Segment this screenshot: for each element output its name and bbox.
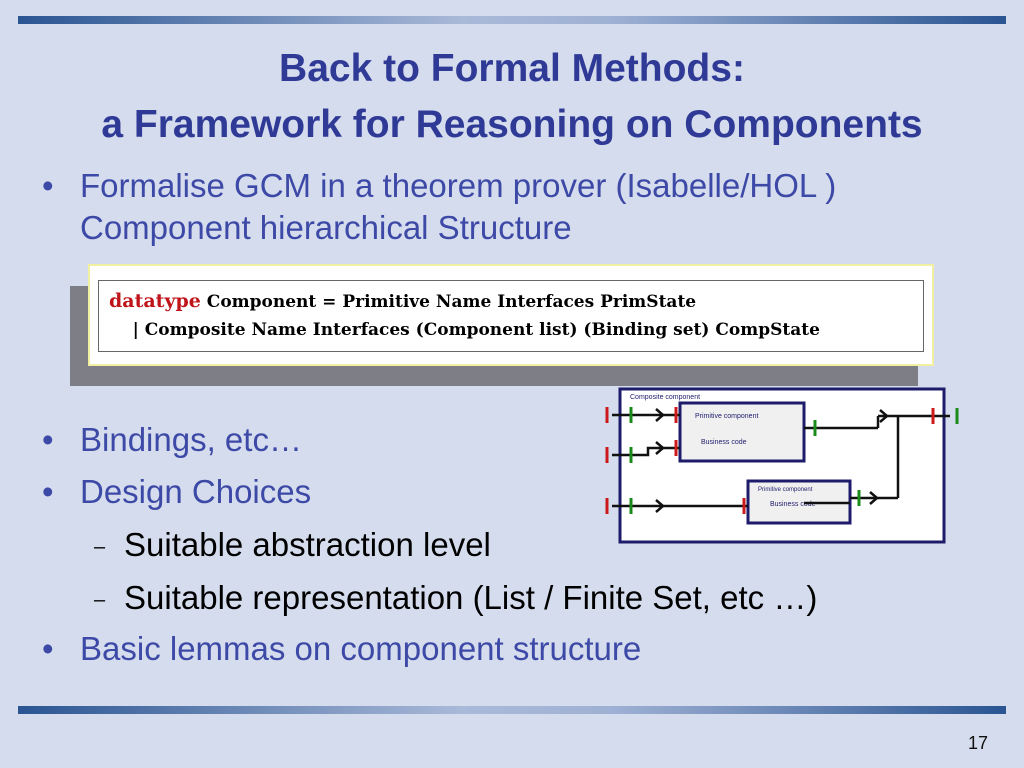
primitive-component-1-box <box>680 403 804 461</box>
primitive-component-2-label: Primitive component <box>758 487 813 493</box>
composite-component-label: Composite component <box>630 394 701 401</box>
code-box <box>98 280 924 352</box>
sub-bullet-text: Suitable representation (List / Finite Set, etc …) <box>124 579 818 616</box>
primitive-component-1-code: Business code <box>701 439 747 446</box>
component-diagram <box>590 384 970 550</box>
code-line-1 <box>109 290 696 312</box>
code-snippet <box>88 264 934 366</box>
bullet-bindings <box>42 420 302 460</box>
bottom-rule <box>18 706 1006 714</box>
slide-title-line2: a Framework for Reasoning on Components <box>101 103 923 146</box>
primitive-component-2-code: Business code <box>770 501 816 508</box>
bullet-text: Formalise GCM in a theorem prover (Isabelle/HOL ) <box>80 167 837 204</box>
code-keyword: datatype <box>109 290 201 312</box>
sub-bullet-representation <box>94 578 818 618</box>
bullet-dot: • <box>42 473 54 510</box>
slide-title-line1: Back to Formal Methods: <box>279 47 745 90</box>
top-rule <box>18 16 1006 24</box>
bullet-text: Basic lemmas on component structure <box>80 630 642 667</box>
bullet-dot: • <box>42 167 54 204</box>
sub-bullet-text: Suitable abstraction level <box>124 526 491 563</box>
bullet-formalise <box>42 166 837 206</box>
bullet-design-choices <box>42 472 312 512</box>
code-line-1-rest: Component = Primitive Name Interfaces PrimState <box>200 292 697 312</box>
sub-bullet-dash: – <box>94 589 106 611</box>
code-line-2: | Composite Name Interfaces (Component list) (Binding set) CompState <box>109 320 820 340</box>
bullet-text: Bindings, etc… <box>80 421 302 458</box>
bullet-dot: • <box>42 630 54 667</box>
bullet-dot: • <box>42 421 54 458</box>
bullet-lemmas <box>42 629 642 669</box>
sub-bullet-dash: – <box>94 536 106 558</box>
bullet-text: Design Choices <box>80 473 312 510</box>
page-number: 17 <box>967 733 988 753</box>
bullet-formalise-line2: Component hierarchical Structure <box>80 209 572 246</box>
primitive-component-1-label: Primitive component <box>695 413 759 420</box>
sub-bullet-abstraction <box>94 525 491 565</box>
